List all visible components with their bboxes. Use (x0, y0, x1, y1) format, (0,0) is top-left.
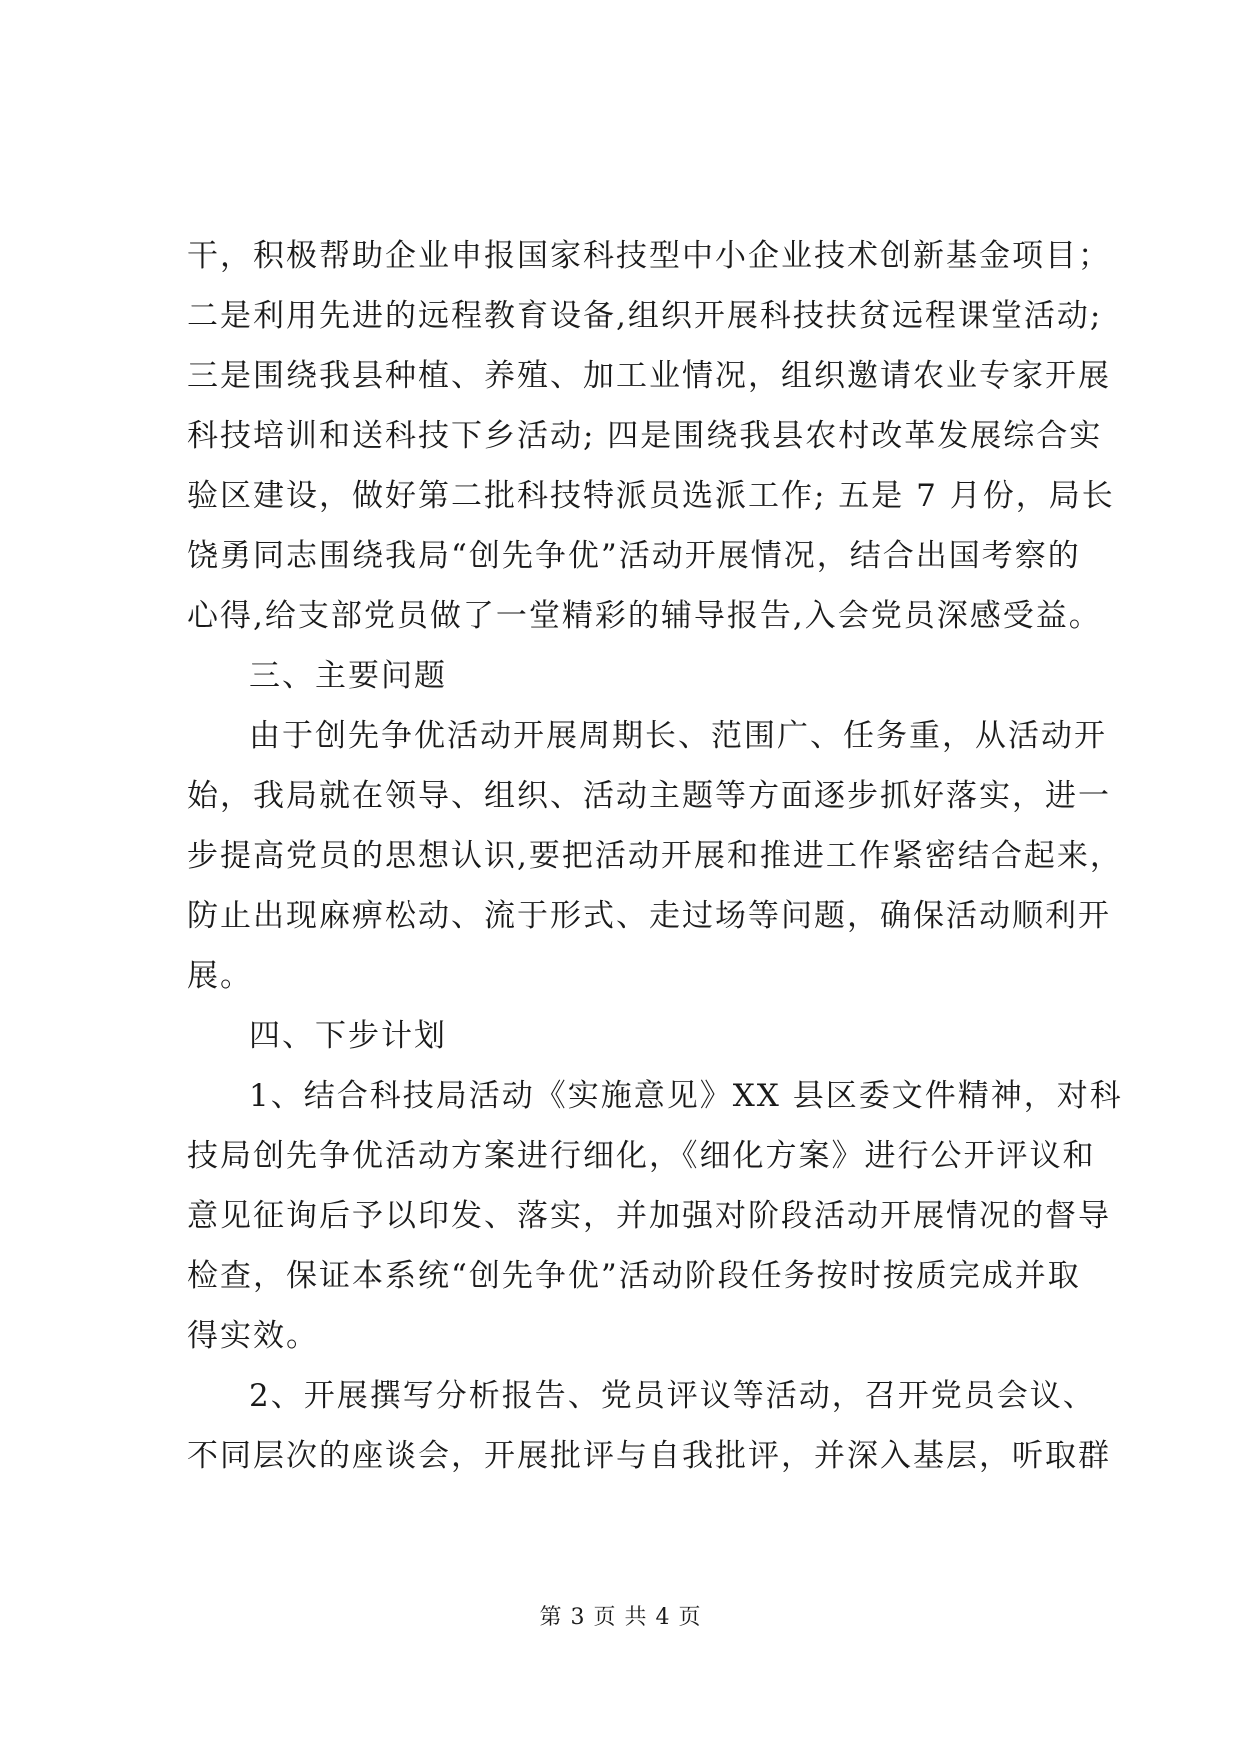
text-line: 防止出现麻痹松动、流于形式、走过场等问题，确保活动顺利开 (187, 898, 1111, 934)
document-body (187, 226, 1123, 1486)
text-line: 科技培训和送科技下乡活动; 四是围绕我县农村改革发展综合实 (187, 418, 1103, 454)
text-line: 二是利用先进的远程教育设备,组织开展科技扶贫远程课堂活动; (187, 298, 1103, 334)
text-line: 意见征询后予以印发、落实，并加强对阶段活动开展情况的督导 (187, 1198, 1111, 1234)
text-line: 干，积极帮助企业申报国家科技型中小企业技术创新基金项目； (187, 238, 1111, 274)
text-line: 由于创先争优活动开展周期长、范围广、任务重，从活动开 (249, 718, 1107, 754)
text-line: 饶勇同志围绕我局“创先争优”活动开展情况，结合出国考察的 (187, 538, 1081, 574)
text-line: 验区建设，做好第二批科技特派员选派工作; 五是 7 月份，局长 (187, 478, 1115, 514)
section-heading: 三、主要问题 (249, 658, 447, 694)
text-line: 2、开展撰写分析报告、党员评议等活动，召开党员会议、 (249, 1378, 1096, 1414)
text-line: 不同层次的座谈会，开展批评与自我批评，并深入基层，听取群 (187, 1438, 1111, 1474)
text-line: 1、结合科技局活动《实施意见》XX 县区委文件精神，对科 (249, 1078, 1123, 1114)
text-line: 步提高党员的思想认识,要把活动开展和推进工作紧密结合起来， (187, 838, 1123, 874)
text-line: 得实效。 (187, 1318, 319, 1354)
text-line: 检查，保证本系统“创先争优”活动阶段任务按时按质完成并取 (187, 1258, 1081, 1294)
text-line: 展。 (187, 958, 253, 994)
text-line: 技局创先争优活动方案进行细化，《细化方案》进行公开评议和 (187, 1138, 1096, 1174)
text-line: 始，我局就在领导、组织、活动主题等方面逐步抓好落实，进一 (187, 778, 1111, 814)
page-number-footer: 第 3 页 共 4 页 (539, 1605, 702, 1630)
text-line: 心得,给支部党员做了一堂精彩的辅导报告,入会党员深感受益。 (187, 598, 1102, 634)
section-heading: 四、下步计划 (249, 1018, 447, 1054)
text-line: 三是围绕我县种植、养殖、加工业情况，组织邀请农业专家开展 (187, 358, 1111, 394)
